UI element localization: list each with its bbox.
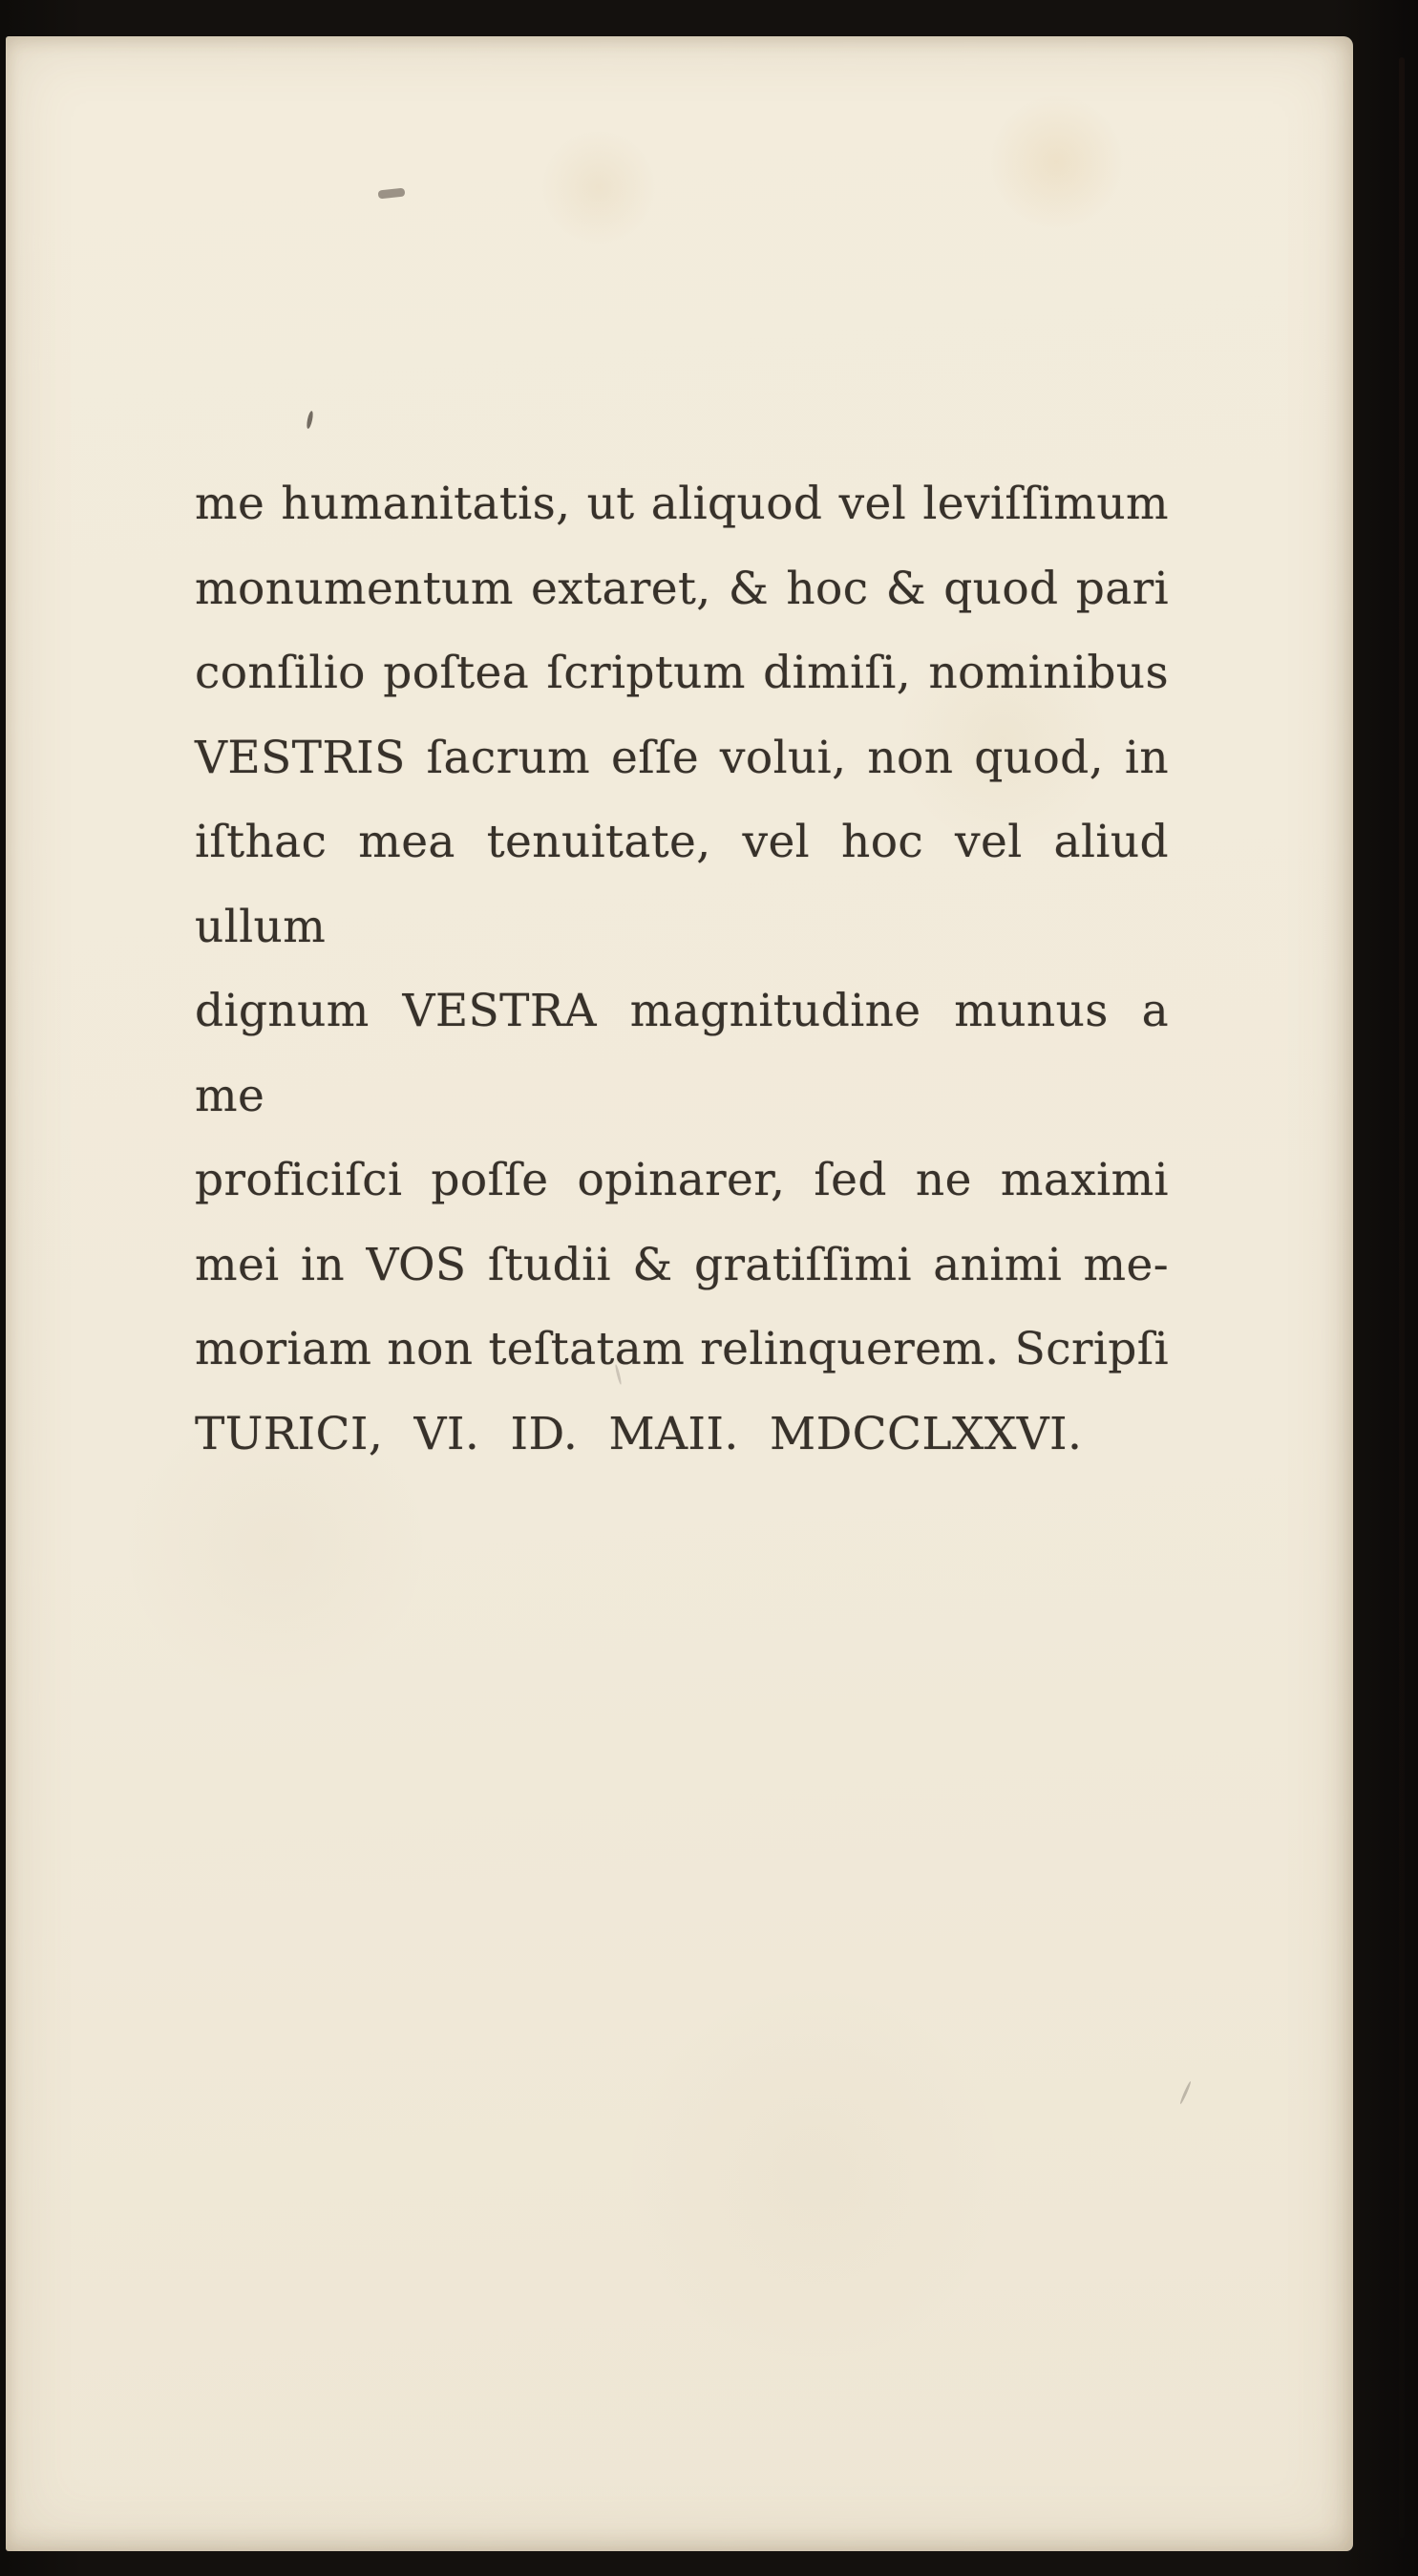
text-line: TURICI, VI. ID. MAII. MDCCLXXVI. <box>195 1407 1083 1460</box>
page-text-block <box>195 462 1169 1477</box>
book-page <box>6 36 1353 2551</box>
text-line: VESTRIS ſacrum eſſe volui, non quod, in <box>195 731 1169 784</box>
text-line: iſthac mea tenuitate, vel hoc vel aliud ullum <box>195 816 1169 953</box>
book-fore-edge <box>1399 57 1405 2538</box>
text-line: dignum VESTRA magnitudine munus a me <box>195 985 1169 1122</box>
text-line: monumentum extaret, & hoc & quod pari <box>195 562 1169 615</box>
smudge-mark <box>378 188 406 200</box>
ink-speck <box>306 411 314 430</box>
ink-speck <box>1179 2081 1192 2105</box>
text-line: moriam non teſtatam relinquerem. Scripſi <box>195 1323 1169 1375</box>
text-line: proficiſci poſſe opinarer, ſed ne maximi <box>195 1154 1169 1206</box>
text-line: me humanitatis, ut aliquod vel leviſſimum <box>195 478 1169 530</box>
text-line: mei in VOS ſtudii & gratiſſimi animi me- <box>195 1238 1169 1291</box>
text-line: conſilio poſtea ſcriptum dimiſi, nominibus <box>195 647 1169 699</box>
